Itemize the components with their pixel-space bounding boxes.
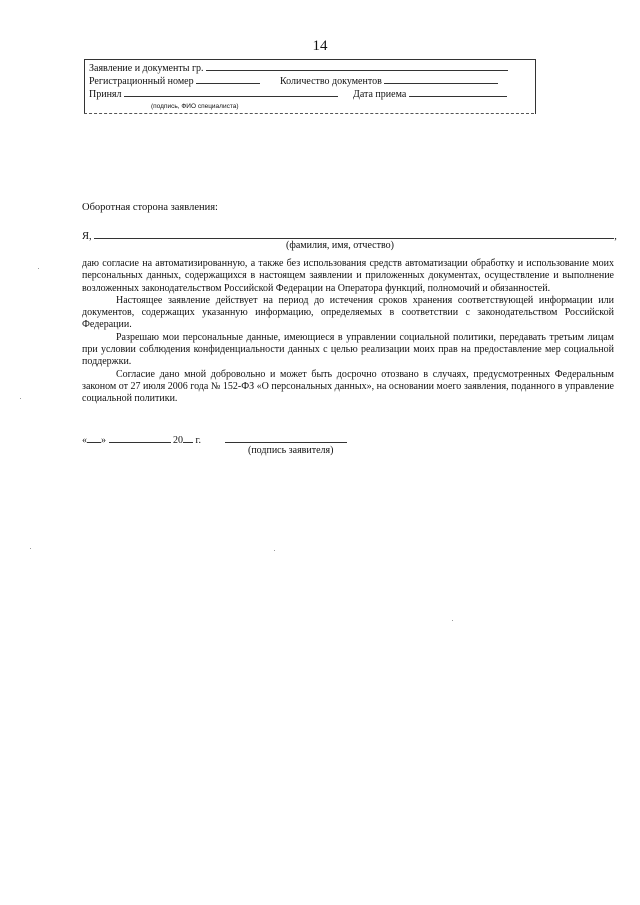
revocation-paragraph: Согласие дано мной добровольно и может быть досрочно отозвано в случаях, предусмотренных Федеральным законом от 27 июля 2006 года № 152-ФЗ «О персональных данных», на основании моего заявления, поданного в управление социальной политики. xyxy=(82,368,614,405)
month-blank xyxy=(109,433,171,443)
doc-count-line xyxy=(280,74,498,88)
fio-blank xyxy=(94,228,614,239)
fio-caption: (фамилия, имя, отчество) xyxy=(286,240,394,251)
validity-paragraph: Настоящее заявление действует на период до истечения сроков хранения соответствующей информации или документов, содержащих указанную информацию, определяемых в соответствии с законодательством Российской Федерации. xyxy=(82,294,614,331)
day-blank xyxy=(87,433,101,443)
accepted-label: Принял xyxy=(89,89,122,100)
scan-speck xyxy=(20,398,21,399)
signature-blank xyxy=(225,433,347,443)
quote-close: » xyxy=(101,435,106,446)
quote-open: « xyxy=(82,435,87,446)
consent-text xyxy=(82,258,614,406)
i-label: Я, xyxy=(82,231,92,242)
applicant-blank xyxy=(206,61,508,71)
date-received-blank xyxy=(409,87,507,97)
doc-count-blank xyxy=(384,74,498,84)
accepted-line xyxy=(89,87,338,101)
reg-number-line xyxy=(89,74,260,88)
accepted-blank xyxy=(124,87,338,97)
scan-speck xyxy=(274,550,275,551)
scan-speck xyxy=(38,268,39,269)
transfer-paragraph: Разрешаю мои персональные данные, имеющиеся в управлении социальной политики, передавать третьим лицам при условии соблюдения конфиденциальности данных с целью реализации моих прав на предоставление мер социальной поддержки. xyxy=(82,331,614,368)
signature-hint: (подпись, ФИО специалиста) xyxy=(151,103,239,110)
year-prefix: 20 xyxy=(173,435,183,446)
year-blank xyxy=(183,433,193,443)
scan-speck xyxy=(452,620,453,621)
registration-box xyxy=(84,59,536,114)
applicant-line xyxy=(89,61,508,75)
scan-speck xyxy=(30,548,31,549)
fio-comma: , xyxy=(614,231,617,242)
date-received-line xyxy=(353,87,507,101)
applicant-label: Заявление и документы гр. xyxy=(89,63,204,74)
consent-paragraph: даю согласие на автоматизированную, а также без использования средств автоматизации обработку и использование моих персональных данных, содержащихся в настоящем заявлении и приложенных документах, осуществление и выполнение возложенных законодательством Российской Федерации на Оператора функций, полномочий и обязанностей. xyxy=(82,258,614,294)
reverse-side-title: Оборотная сторона заявления: xyxy=(82,202,218,213)
reg-number-blank xyxy=(196,74,260,84)
page-number: 14 xyxy=(312,38,328,54)
reg-number-label: Регистрационный номер xyxy=(89,76,194,87)
year-suffix: г. xyxy=(195,435,201,446)
doc-count-label: Количество документов xyxy=(280,76,382,87)
registration-box-bottom-border xyxy=(84,113,534,114)
date-received-label: Дата приема xyxy=(353,89,407,100)
signature-caption: (подпись заявителя) xyxy=(248,445,334,456)
